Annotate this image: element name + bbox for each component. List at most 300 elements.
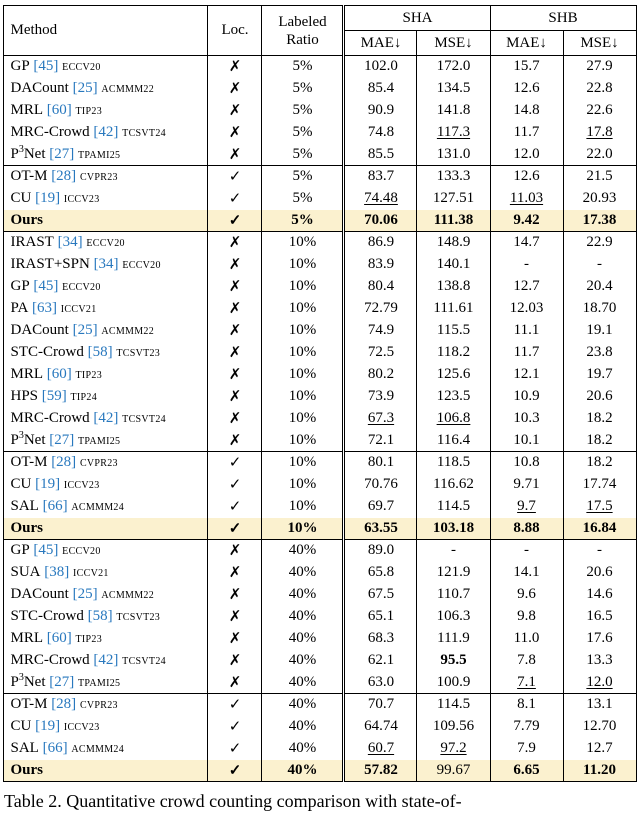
venue-label: ACMMM22	[101, 84, 154, 95]
venue-label: ECCV20	[62, 546, 101, 558]
shb-mse-cell: 20.4	[586, 278, 613, 294]
shb-mse-cell: 20.6	[586, 388, 613, 404]
sha-mae-cell: 74.48	[344, 188, 417, 210]
venue-label: ECCV20	[62, 62, 101, 74]
sha-mae-cell: 70.7	[344, 694, 417, 716]
method-name: Ours	[10, 211, 43, 228]
sha-mse-cell: 133.3	[417, 166, 490, 188]
ratio-cell: 40%	[262, 584, 344, 606]
header-method: Method	[4, 6, 208, 56]
ratio-cell: 40%	[262, 760, 344, 782]
sha-mae-cell: 74.8	[344, 122, 417, 144]
venue-label: TCSVT23	[116, 348, 161, 359]
method-name: HPS	[10, 388, 39, 404]
cite-link[interactable]: [28]	[51, 454, 77, 471]
ratio-cell: 10%	[262, 320, 344, 342]
sha-mae-cell: 73.9	[344, 386, 417, 408]
method-superscript: 3	[18, 671, 24, 683]
shb-mse-cell: 16.5	[586, 608, 613, 624]
shb-mse-cell: 20.93	[582, 190, 617, 206]
cite-link[interactable]: [38]	[44, 564, 70, 580]
sha-mse-cell: 97.2	[417, 738, 490, 760]
method-name: IRAST	[10, 234, 54, 251]
venue-label: TCSVT24	[122, 414, 166, 425]
ratio-cell: 5%	[262, 78, 344, 100]
sha-mse-cell: 118.5	[417, 452, 490, 474]
sha-mae-cell: 64.74	[344, 716, 417, 738]
method-superscript: 3	[18, 429, 24, 441]
shb-mae-cell: 7.9	[490, 738, 563, 760]
sha-mae-cell: 74.9	[344, 320, 417, 342]
method-cell	[4, 474, 208, 496]
sha-mae-cell: 80.2	[344, 364, 417, 386]
method-cell	[4, 408, 208, 430]
cite-link[interactable]: [19]	[35, 190, 61, 206]
shb-mae-cell: 9.7	[490, 496, 563, 518]
shb-mae-cell: 11.03	[490, 188, 563, 210]
sha-mse-cell: 131.0	[417, 144, 490, 166]
method-name: PA	[10, 300, 29, 316]
shb-mae-cell: 12.1	[490, 364, 563, 386]
table-row	[4, 606, 636, 628]
loc-cell: ✗	[208, 364, 262, 386]
method-cell	[4, 100, 208, 122]
sha-mse-cell: 172.0	[417, 56, 490, 78]
venue-label: TIP24	[70, 392, 98, 403]
sha-mse-cell: 100.9	[417, 672, 490, 694]
shb-mse-cell: 20.6	[586, 564, 613, 580]
method-name: MRL	[10, 366, 43, 382]
method-name: P	[10, 431, 19, 448]
sha-mse-cell: 123.5	[417, 386, 490, 408]
sha-mse-cell: 106.8	[417, 408, 490, 430]
table-row	[4, 276, 636, 298]
sha-mae-cell: 70.76	[344, 474, 417, 496]
method-name: CU	[10, 718, 32, 734]
shb-mse-cell: 12.70	[582, 718, 617, 734]
loc-cell: ✗	[208, 650, 262, 672]
table-caption: Table 2. Quantitative crowd counting comparison with state-of-	[4, 791, 462, 811]
method-name: GP	[10, 58, 30, 75]
cite-link[interactable]: [60]	[46, 102, 72, 118]
cite-link[interactable]: [27]	[49, 431, 75, 448]
sha-mse-cell: 111.9	[417, 628, 490, 650]
sha-mae-cell: 83.9	[344, 254, 417, 276]
cite-link[interactable]: [60]	[46, 366, 72, 382]
ratio-cell: 10%	[262, 364, 344, 386]
ratio-cell: 5%	[262, 122, 344, 144]
ratio-cell: 5%	[262, 210, 344, 232]
venue-label: ICCV23	[63, 480, 100, 491]
ratio-cell: 10%	[262, 254, 344, 276]
sha-mae-cell: 65.1	[344, 606, 417, 628]
shb-mae-cell: 7.8	[490, 650, 563, 672]
table-row	[4, 122, 636, 144]
cite-link[interactable]: [25]	[72, 586, 98, 602]
header-sha-mse: MSE↓	[417, 31, 490, 56]
loc-cell: ✓	[208, 694, 262, 716]
table-row	[4, 562, 636, 584]
table-row	[4, 166, 636, 188]
sha-mae-cell: 90.9	[344, 100, 417, 122]
venue-label: CVPR23	[79, 172, 118, 184]
shb-mse-cell: -	[563, 540, 636, 562]
shb-mae-cell: 10.9	[490, 386, 563, 408]
method-superscript: 3	[18, 143, 24, 155]
sha-mse-cell: 106.3	[417, 606, 490, 628]
method-cell	[4, 430, 208, 452]
shb-mse-cell: 17.5	[586, 498, 613, 514]
shb-mae-cell: 11.0	[490, 628, 563, 650]
ratio-cell: 10%	[262, 276, 344, 298]
table-row	[4, 584, 636, 606]
shb-mse-cell: 22.6	[586, 102, 613, 118]
ratio-cell: 40%	[262, 540, 344, 562]
table-row	[4, 188, 636, 210]
table-row	[4, 232, 636, 254]
shb-mae-cell: 12.0	[490, 144, 563, 166]
shb-mse-cell: 16.84	[563, 518, 636, 540]
venue-label: ECCV20	[122, 260, 161, 271]
shb-mse-cell: 18.2	[586, 410, 613, 426]
cite-link[interactable]: [66]	[42, 498, 68, 514]
method-cell	[4, 386, 208, 408]
loc-cell: ✗	[208, 672, 262, 694]
loc-cell: ✗	[208, 320, 262, 342]
sha-mae-cell: 67.3	[344, 408, 417, 430]
sha-mae-cell: 86.9	[344, 232, 417, 254]
sha-mae-cell: 63.55	[344, 518, 417, 540]
loc-cell: ✗	[208, 254, 262, 276]
loc-cell: ✓	[208, 496, 262, 518]
shb-mae-cell: 8.1	[490, 694, 563, 716]
shb-mae-cell: 9.8	[490, 606, 563, 628]
method-cell	[4, 628, 208, 650]
table-row	[4, 694, 636, 716]
loc-cell: ✗	[208, 408, 262, 430]
cite-link[interactable]: [42]	[93, 124, 119, 140]
shb-mse-cell: 12.0	[586, 673, 613, 690]
sha-mse-cell: 117.3	[417, 122, 490, 144]
ratio-cell: 10%	[262, 232, 344, 254]
loc-cell: ✗	[208, 386, 262, 408]
loc-cell: ✓	[208, 188, 262, 210]
cite-link[interactable]: [60]	[46, 630, 72, 646]
sha-mse-cell: 127.51	[417, 188, 490, 210]
shb-mse-cell: 13.1	[563, 694, 636, 716]
shb-mse-cell: 23.8	[586, 344, 613, 360]
method-name: MRL	[10, 102, 43, 118]
shb-mae-cell: 11.7	[490, 122, 563, 144]
venue-label: ICCV23	[63, 194, 100, 205]
venue-label: TCSVT24	[122, 128, 166, 139]
cite-link[interactable]: [63]	[32, 300, 58, 316]
method-cell	[4, 738, 208, 760]
shb-mae-cell: 10.1	[490, 430, 563, 452]
sha-mae-cell: 63.0	[344, 672, 417, 694]
shb-mse-cell: 14.6	[586, 586, 613, 602]
sha-mae-cell: 57.82	[344, 760, 417, 782]
method-cell	[4, 452, 208, 474]
sha-mse-cell: -	[417, 540, 490, 562]
loc-cell: ✓	[208, 210, 262, 232]
venue-label: TPAMI25	[78, 677, 121, 689]
sha-mse-cell: 103.18	[417, 518, 490, 540]
shb-mse-cell: 12.7	[586, 740, 613, 756]
loc-cell: ✗	[208, 628, 262, 650]
ratio-cell: 5%	[262, 56, 344, 78]
cite-link[interactable]: [25]	[72, 322, 98, 338]
sha-mae-cell: 70.06	[344, 210, 417, 232]
cite-link[interactable]: [34]	[93, 256, 119, 272]
method-cell	[4, 254, 208, 276]
sha-mse-cell: 115.5	[417, 320, 490, 342]
results-table	[3, 5, 636, 782]
ratio-cell: 40%	[262, 628, 344, 650]
loc-cell: ✗	[208, 540, 262, 562]
method-name: Ours	[10, 519, 43, 536]
method-cell	[4, 496, 208, 518]
shb-mae-cell: 9.6	[490, 584, 563, 606]
loc-cell: ✓	[208, 518, 262, 540]
shb-mae-cell: -	[490, 540, 563, 562]
table-row	[4, 716, 636, 738]
sha-mse-cell: 125.6	[417, 364, 490, 386]
method-name: GP	[10, 542, 30, 559]
method-name: OT-M	[10, 454, 48, 471]
venue-label: CVPR23	[79, 458, 118, 470]
sha-mse-cell: 118.2	[417, 342, 490, 364]
ratio-cell: 5%	[262, 100, 344, 122]
table-row	[4, 496, 636, 518]
shb-mse-cell: 17.6	[586, 630, 613, 646]
method-cell	[4, 122, 208, 144]
sha-mae-cell: 65.8	[344, 562, 417, 584]
table-row	[4, 342, 636, 364]
venue-label: ECCV20	[86, 238, 125, 250]
venue-label: TIP23	[75, 634, 102, 645]
shb-mse-cell: 21.5	[563, 166, 636, 188]
table-row	[4, 672, 636, 694]
cite-link[interactable]: [58]	[87, 344, 113, 360]
loc-cell: ✗	[208, 584, 262, 606]
header-shb: SHB	[490, 6, 636, 31]
venue-label: TCSVT23	[116, 612, 161, 623]
shb-mse-cell: 17.8	[586, 124, 613, 140]
ratio-cell: 40%	[262, 672, 344, 694]
sha-mae-cell: 72.1	[344, 430, 417, 452]
ratio-cell: 40%	[262, 716, 344, 738]
table-row	[4, 386, 636, 408]
cite-link[interactable]: [28]	[51, 696, 77, 713]
venue-label: ECCV20	[62, 282, 101, 293]
shb-mae-cell: 15.7	[490, 56, 563, 78]
loc-cell: ✗	[208, 100, 262, 122]
ratio-cell: 5%	[262, 166, 344, 188]
loc-cell: ✗	[208, 78, 262, 100]
method-cell	[4, 298, 208, 320]
header-labeled-ratio: Labeled Ratio	[262, 6, 344, 56]
cite-link[interactable]: [59]	[41, 388, 67, 404]
method-cell	[4, 78, 208, 100]
ratio-cell: 10%	[262, 298, 344, 320]
method-name: MRC-Crowd	[10, 652, 90, 668]
shb-mae-cell: 6.65	[490, 760, 563, 782]
method-cell	[4, 540, 208, 562]
shb-mae-cell: 8.88	[490, 518, 563, 540]
ratio-cell: 10%	[262, 408, 344, 430]
sha-mae-cell: 80.1	[344, 452, 417, 474]
method-cell	[4, 320, 208, 342]
shb-mse-cell: 22.9	[563, 232, 636, 254]
method-name-suffix: Net	[23, 431, 46, 448]
loc-cell: ✓	[208, 716, 262, 738]
shb-mae-cell: 12.6	[490, 166, 563, 188]
loc-cell: ✗	[208, 276, 262, 298]
shb-mae-cell: 14.8	[490, 100, 563, 122]
sha-mse-cell: 111.38	[417, 210, 490, 232]
sha-mse-cell: 141.8	[417, 100, 490, 122]
shb-mae-cell: 12.6	[490, 78, 563, 100]
table-row	[4, 430, 636, 452]
method-name: OT-M	[10, 168, 48, 185]
venue-label: TCSVT24	[122, 656, 166, 667]
table-row	[4, 100, 636, 122]
method-name: CU	[10, 476, 32, 492]
sha-mse-cell: 114.5	[417, 694, 490, 716]
method-name: MRL	[10, 630, 43, 646]
method-name: IRAST+SPN	[10, 256, 90, 272]
cite-link[interactable]: [42]	[93, 652, 119, 668]
sha-mse-cell: 121.9	[417, 562, 490, 584]
venue-label: TIP23	[75, 370, 102, 381]
sha-mse-cell: 116.4	[417, 430, 490, 452]
loc-cell: ✓	[208, 452, 262, 474]
method-cell	[4, 56, 208, 78]
table-row	[4, 760, 636, 782]
venue-label: ACMMM22	[101, 326, 154, 337]
shb-mae-cell: 14.7	[490, 232, 563, 254]
table-row	[4, 540, 636, 562]
sha-mse-cell: 111.61	[417, 298, 490, 320]
header-sha-mae: MAE↓	[344, 31, 417, 56]
venue-label: TPAMI25	[78, 435, 121, 447]
table-header	[4, 6, 636, 56]
table-row	[4, 738, 636, 760]
paper-page	[0, 5, 640, 812]
method-name: DACount	[10, 322, 69, 338]
loc-cell: ✗	[208, 144, 262, 166]
cite-link[interactable]: [34]	[57, 234, 83, 251]
table-row	[4, 210, 636, 232]
method-name: GP	[10, 278, 30, 294]
method-cell	[4, 760, 208, 782]
shb-mae-cell: 7.1	[490, 672, 563, 694]
method-name: P	[10, 673, 19, 690]
sha-mse-cell: 138.8	[417, 276, 490, 298]
table-row	[4, 408, 636, 430]
shb-mse-cell: 17.74	[582, 476, 617, 492]
method-cell	[4, 562, 208, 584]
shb-mse-cell: 18.2	[586, 431, 613, 448]
venue-label: ICCV21	[73, 568, 109, 579]
cite-link[interactable]: [28]	[51, 168, 77, 185]
cite-link[interactable]: [58]	[87, 608, 113, 624]
method-name: MRC-Crowd	[10, 410, 90, 426]
method-cell	[4, 144, 208, 166]
shb-mae-cell: -	[490, 254, 563, 276]
method-name: Ours	[10, 761, 43, 778]
method-name: SAL	[10, 740, 39, 756]
shb-mae-cell: 10.8	[490, 452, 563, 474]
shb-mse-cell: 27.9	[586, 58, 613, 75]
header-sha: SHA	[344, 6, 490, 31]
shb-mae-cell: 9.42	[490, 210, 563, 232]
loc-cell: ✗	[208, 56, 262, 78]
ratio-cell: 10%	[262, 386, 344, 408]
cite-link[interactable]: [45]	[33, 542, 59, 559]
cite-link[interactable]: [19]	[35, 476, 61, 492]
cite-link[interactable]: [19]	[35, 718, 61, 734]
sha-mse-cell: 114.5	[417, 496, 490, 518]
sha-mse-cell: 99.67	[417, 760, 490, 782]
ratio-cell: 10%	[262, 430, 344, 452]
method-cell	[4, 694, 208, 716]
table-row	[4, 452, 636, 474]
ratio-cell: 40%	[262, 562, 344, 584]
cite-link[interactable]: [45]	[33, 278, 59, 294]
loc-cell: ✗	[208, 342, 262, 364]
sha-mae-cell: 67.5	[344, 584, 417, 606]
loc-cell: ✓	[208, 760, 262, 782]
method-cell	[4, 166, 208, 188]
sha-mae-cell: 72.5	[344, 342, 417, 364]
method-name: DACount	[10, 586, 69, 602]
method-name-suffix: Net	[23, 145, 46, 162]
cite-link[interactable]: [66]	[42, 740, 68, 756]
cite-link[interactable]: [45]	[33, 58, 59, 75]
cite-link[interactable]: [27]	[49, 673, 75, 690]
sha-mae-cell: 60.7	[344, 738, 417, 760]
shb-mae-cell: 12.7	[490, 276, 563, 298]
shb-mse-cell: 22.8	[586, 80, 613, 96]
cite-link[interactable]: [42]	[93, 410, 119, 426]
table-row	[4, 320, 636, 342]
sha-mae-cell: 83.7	[344, 166, 417, 188]
cite-link[interactable]: [25]	[72, 80, 98, 96]
ratio-cell: 10%	[262, 518, 344, 540]
method-name: MRC-Crowd	[10, 124, 90, 140]
shb-mse-cell: 17.38	[563, 210, 636, 232]
cite-link[interactable]: [27]	[49, 145, 75, 162]
ratio-cell: 10%	[262, 342, 344, 364]
sha-mae-cell: 89.0	[344, 540, 417, 562]
ratio-cell: 5%	[262, 188, 344, 210]
shb-mse-cell: 19.7	[586, 366, 613, 382]
shb-mae-cell: 11.1	[490, 320, 563, 342]
method-cell	[4, 188, 208, 210]
header-loc: Loc.	[208, 6, 262, 56]
ratio-cell: 40%	[262, 694, 344, 716]
shb-mse-cell: 18.2	[563, 452, 636, 474]
shb-mse-cell: 13.3	[586, 652, 613, 668]
venue-label: TIP23	[75, 106, 102, 117]
method-cell	[4, 650, 208, 672]
ratio-cell: 10%	[262, 474, 344, 496]
venue-label: ICCV23	[63, 722, 100, 733]
shb-mae-cell: 7.79	[490, 716, 563, 738]
table-body	[4, 56, 636, 782]
